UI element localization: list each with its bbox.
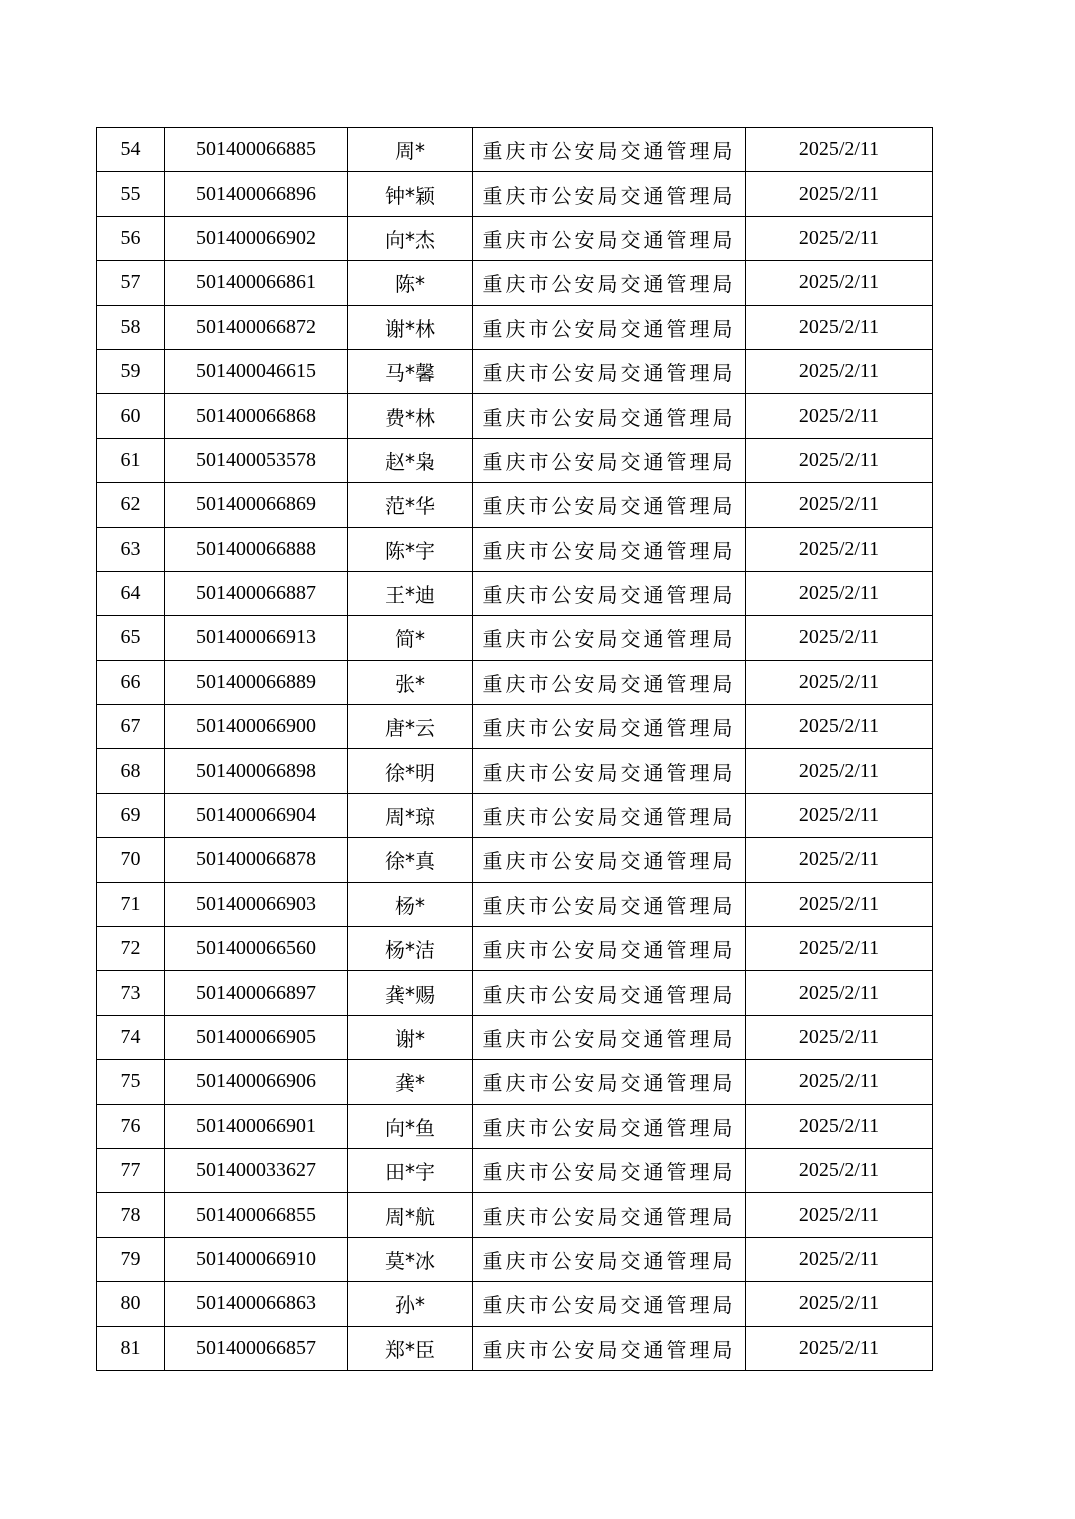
person-name-cell: 莫*冰	[348, 1237, 473, 1281]
person-name-cell: 杨*洁	[348, 927, 473, 971]
row-number-cell: 80	[97, 1282, 165, 1326]
record-id-cell: 501400066896	[165, 172, 348, 216]
row-number-cell: 78	[97, 1193, 165, 1237]
person-name-cell: 马*馨	[348, 349, 473, 393]
date-cell: 2025/2/11	[746, 971, 933, 1015]
organization-cell: 重庆市公安局交通管理局	[473, 305, 746, 349]
table-row	[97, 1282, 933, 1326]
record-id-cell: 501400066878	[165, 838, 348, 882]
person-name-cell: 唐*云	[348, 705, 473, 749]
organization-cell: 重庆市公安局交通管理局	[473, 261, 746, 305]
table-row	[97, 1237, 933, 1281]
table-row	[97, 927, 933, 971]
table-row	[97, 882, 933, 926]
person-name-cell: 周*琼	[348, 793, 473, 837]
record-id-cell: 501400066903	[165, 882, 348, 926]
table-row	[97, 1104, 933, 1148]
row-number-cell: 73	[97, 971, 165, 1015]
row-number-cell: 79	[97, 1237, 165, 1281]
date-cell: 2025/2/11	[746, 349, 933, 393]
records-table	[96, 127, 933, 1371]
table-row	[97, 838, 933, 882]
record-id-cell: 501400066861	[165, 261, 348, 305]
table-row	[97, 616, 933, 660]
row-number-cell: 65	[97, 616, 165, 660]
table-row	[97, 571, 933, 615]
organization-cell: 重庆市公安局交通管理局	[473, 616, 746, 660]
date-cell: 2025/2/11	[746, 394, 933, 438]
organization-cell: 重庆市公安局交通管理局	[473, 882, 746, 926]
record-id-cell: 501400066901	[165, 1104, 348, 1148]
organization-cell: 重庆市公安局交通管理局	[473, 571, 746, 615]
person-name-cell: 费*林	[348, 394, 473, 438]
organization-cell: 重庆市公安局交通管理局	[473, 483, 746, 527]
record-id-cell: 501400033627	[165, 1148, 348, 1192]
date-cell: 2025/2/11	[746, 1282, 933, 1326]
date-cell: 2025/2/11	[746, 1237, 933, 1281]
row-number-cell: 69	[97, 793, 165, 837]
organization-cell: 重庆市公安局交通管理局	[473, 1282, 746, 1326]
date-cell: 2025/2/11	[746, 571, 933, 615]
table-row	[97, 1326, 933, 1370]
record-id-cell: 501400066872	[165, 305, 348, 349]
record-id-cell: 501400066869	[165, 483, 348, 527]
date-cell: 2025/2/11	[746, 438, 933, 482]
organization-cell: 重庆市公安局交通管理局	[473, 349, 746, 393]
record-id-cell: 501400066560	[165, 927, 348, 971]
table-row	[97, 305, 933, 349]
row-number-cell: 77	[97, 1148, 165, 1192]
organization-cell: 重庆市公安局交通管理局	[473, 660, 746, 704]
row-number-cell: 56	[97, 216, 165, 260]
organization-cell: 重庆市公安局交通管理局	[473, 216, 746, 260]
person-name-cell: 向*杰	[348, 216, 473, 260]
table-row	[97, 705, 933, 749]
person-name-cell: 田*宇	[348, 1148, 473, 1192]
person-name-cell: 陈*宇	[348, 527, 473, 571]
record-id-cell: 501400066889	[165, 660, 348, 704]
organization-cell: 重庆市公安局交通管理局	[473, 1193, 746, 1237]
table-row	[97, 216, 933, 260]
date-cell: 2025/2/11	[746, 1326, 933, 1370]
row-number-cell: 63	[97, 527, 165, 571]
date-cell: 2025/2/11	[746, 216, 933, 260]
person-name-cell: 周*航	[348, 1193, 473, 1237]
organization-cell: 重庆市公安局交通管理局	[473, 705, 746, 749]
row-number-cell: 67	[97, 705, 165, 749]
person-name-cell: 王*迪	[348, 571, 473, 615]
record-id-cell: 501400066868	[165, 394, 348, 438]
row-number-cell: 66	[97, 660, 165, 704]
person-name-cell: 钟*颖	[348, 172, 473, 216]
organization-cell: 重庆市公安局交通管理局	[473, 1148, 746, 1192]
person-name-cell: 杨*	[348, 882, 473, 926]
date-cell: 2025/2/11	[746, 927, 933, 971]
table-row	[97, 128, 933, 172]
date-cell: 2025/2/11	[746, 705, 933, 749]
row-number-cell: 75	[97, 1060, 165, 1104]
organization-cell: 重庆市公安局交通管理局	[473, 838, 746, 882]
organization-cell: 重庆市公安局交通管理局	[473, 1060, 746, 1104]
table-row	[97, 527, 933, 571]
person-name-cell: 郑*臣	[348, 1326, 473, 1370]
person-name-cell: 龚*	[348, 1060, 473, 1104]
organization-cell: 重庆市公安局交通管理局	[473, 793, 746, 837]
date-cell: 2025/2/11	[746, 305, 933, 349]
record-id-cell: 501400066857	[165, 1326, 348, 1370]
row-number-cell: 55	[97, 172, 165, 216]
row-number-cell: 68	[97, 749, 165, 793]
date-cell: 2025/2/11	[746, 749, 933, 793]
organization-cell: 重庆市公安局交通管理局	[473, 927, 746, 971]
organization-cell: 重庆市公安局交通管理局	[473, 438, 746, 482]
row-number-cell: 57	[97, 261, 165, 305]
row-number-cell: 54	[97, 128, 165, 172]
table-row	[97, 793, 933, 837]
date-cell: 2025/2/11	[746, 882, 933, 926]
person-name-cell: 孙*	[348, 1282, 473, 1326]
row-number-cell: 76	[97, 1104, 165, 1148]
row-number-cell: 71	[97, 882, 165, 926]
row-number-cell: 58	[97, 305, 165, 349]
date-cell: 2025/2/11	[746, 1104, 933, 1148]
date-cell: 2025/2/11	[746, 172, 933, 216]
person-name-cell: 陈*	[348, 261, 473, 305]
record-id-cell: 501400066855	[165, 1193, 348, 1237]
table-row	[97, 971, 933, 1015]
record-id-cell: 501400066887	[165, 571, 348, 615]
date-cell: 2025/2/11	[746, 616, 933, 660]
row-number-cell: 64	[97, 571, 165, 615]
table-row	[97, 438, 933, 482]
table-row	[97, 1148, 933, 1192]
record-id-cell: 501400046615	[165, 349, 348, 393]
row-number-cell: 60	[97, 394, 165, 438]
person-name-cell: 谢*	[348, 1015, 473, 1059]
table-row	[97, 1015, 933, 1059]
row-number-cell: 62	[97, 483, 165, 527]
date-cell: 2025/2/11	[746, 527, 933, 571]
record-id-cell: 501400066885	[165, 128, 348, 172]
table-row	[97, 749, 933, 793]
date-cell: 2025/2/11	[746, 793, 933, 837]
person-name-cell: 周*	[348, 128, 473, 172]
organization-cell: 重庆市公安局交通管理局	[473, 1237, 746, 1281]
person-name-cell: 向*鱼	[348, 1104, 473, 1148]
date-cell: 2025/2/11	[746, 483, 933, 527]
organization-cell: 重庆市公安局交通管理局	[473, 172, 746, 216]
record-id-cell: 501400066900	[165, 705, 348, 749]
date-cell: 2025/2/11	[746, 1193, 933, 1237]
date-cell: 2025/2/11	[746, 838, 933, 882]
table-row	[97, 349, 933, 393]
record-id-cell: 501400066888	[165, 527, 348, 571]
organization-cell: 重庆市公安局交通管理局	[473, 1326, 746, 1370]
table-row	[97, 1193, 933, 1237]
person-name-cell: 简*	[348, 616, 473, 660]
record-id-cell: 501400066910	[165, 1237, 348, 1281]
date-cell: 2025/2/11	[746, 128, 933, 172]
table-row	[97, 394, 933, 438]
organization-cell: 重庆市公安局交通管理局	[473, 971, 746, 1015]
row-number-cell: 61	[97, 438, 165, 482]
organization-cell: 重庆市公安局交通管理局	[473, 394, 746, 438]
row-number-cell: 81	[97, 1326, 165, 1370]
person-name-cell: 徐*真	[348, 838, 473, 882]
table-row	[97, 660, 933, 704]
date-cell: 2025/2/11	[746, 660, 933, 704]
record-id-cell: 501400066863	[165, 1282, 348, 1326]
person-name-cell: 谢*林	[348, 305, 473, 349]
organization-cell: 重庆市公安局交通管理局	[473, 749, 746, 793]
organization-cell: 重庆市公安局交通管理局	[473, 128, 746, 172]
table-row	[97, 1060, 933, 1104]
record-id-cell: 501400066898	[165, 749, 348, 793]
person-name-cell: 张*	[348, 660, 473, 704]
row-number-cell: 74	[97, 1015, 165, 1059]
person-name-cell: 徐*明	[348, 749, 473, 793]
person-name-cell: 范*华	[348, 483, 473, 527]
date-cell: 2025/2/11	[746, 1060, 933, 1104]
records-table-body	[97, 128, 933, 1371]
person-name-cell: 赵*枭	[348, 438, 473, 482]
record-id-cell: 501400066904	[165, 793, 348, 837]
date-cell: 2025/2/11	[746, 1015, 933, 1059]
record-id-cell: 501400066913	[165, 616, 348, 660]
row-number-cell: 59	[97, 349, 165, 393]
table-row	[97, 172, 933, 216]
organization-cell: 重庆市公安局交通管理局	[473, 1015, 746, 1059]
table-row	[97, 483, 933, 527]
record-id-cell: 501400066902	[165, 216, 348, 260]
person-name-cell: 龚*赐	[348, 971, 473, 1015]
record-id-cell: 501400066905	[165, 1015, 348, 1059]
table-row	[97, 261, 933, 305]
date-cell: 2025/2/11	[746, 261, 933, 305]
organization-cell: 重庆市公安局交通管理局	[473, 1104, 746, 1148]
record-id-cell: 501400066897	[165, 971, 348, 1015]
record-id-cell: 501400053578	[165, 438, 348, 482]
row-number-cell: 72	[97, 927, 165, 971]
date-cell: 2025/2/11	[746, 1148, 933, 1192]
organization-cell: 重庆市公安局交通管理局	[473, 527, 746, 571]
row-number-cell: 70	[97, 838, 165, 882]
record-id-cell: 501400066906	[165, 1060, 348, 1104]
